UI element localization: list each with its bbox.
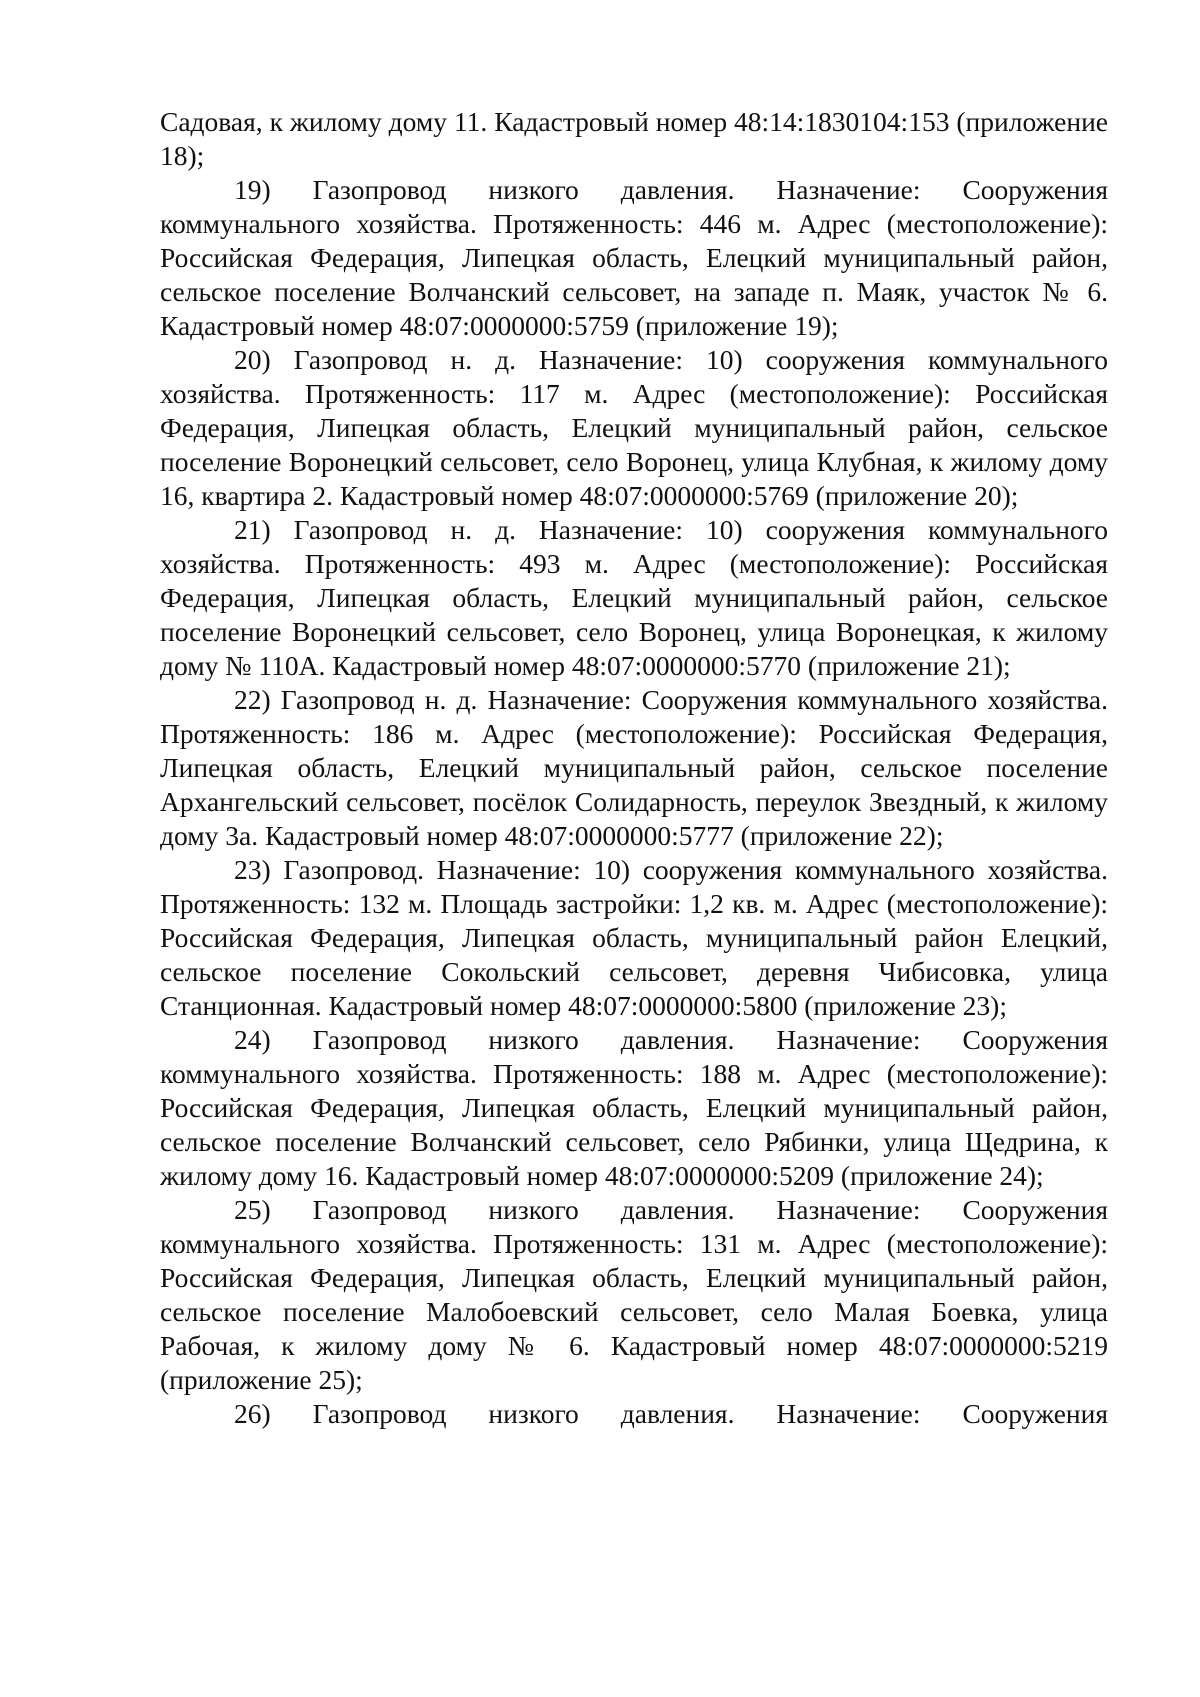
item-number: 26) — [234, 1398, 271, 1429]
paragraph-text: Газопровод низкого давления. Назначение: Сооружения коммунального хозяйства. Протяженность: 446 м. Адрес (местоположение): Российская Федерация, Липецкая область, Елецкий муниципальный район, сельское поселение Волчанский сельсовет, на западе п. Маяк, участок № 6. Кадастровый номер 48:07:0000000:5759 (приложение 19); — [160, 174, 1108, 341]
paragraph-item-21 — [160, 513, 1108, 683]
item-number: 25) — [234, 1194, 271, 1225]
paragraph-text: Газопровод н. д. Назначение: 10) сооружения коммунального хозяйства. Протяженность: 493 м. Адрес (местоположение): Российская Федерация, Липецкая область, Елецкий муниципальный район, сельское поселение Воронецкий сельсовет, село Воронец, улица Воронецкая, к жилому дому № 110А. Кадастровый номер 48:07:0000000:5770 (приложение 21); — [160, 514, 1109, 681]
paragraph-item-24 — [160, 1023, 1108, 1193]
paragraph-item-20 — [160, 343, 1108, 513]
paragraph-item-26 — [160, 1397, 1108, 1431]
item-number: 21) — [234, 514, 271, 545]
paragraph-item-22 — [160, 683, 1108, 853]
paragraph-text: Газопровод низкого давления. Назначение: Сооружения коммунального хозяйства. Протяженность: 131 м. Адрес (местоположение): Российская Федерация, Липецкая область, Елецкий муниципальный район, сельское поселение Малобоевский сельсовет, село Малая Боевка, улица Рабочая, к жилому дому № 6. Кадастровый номер 48:07:0000000:5219 (приложение 25); — [160, 1194, 1108, 1395]
item-number: 24) — [234, 1024, 271, 1055]
item-number: 22) — [234, 684, 271, 715]
paragraph-item-18-continuation — [160, 105, 1108, 173]
paragraph-text: Газопровод низкого давления. Назначение: Сооружения — [312, 1398, 1108, 1429]
paragraph-text: Газопровод н. д. Назначение: 10) сооружения коммунального хозяйства. Протяженность: 117 м. Адрес (местоположение): Российская Федерация, Липецкая область, Елецкий муниципальный район, сельское поселение Воронецкий сельсовет, село Воронец, улица Клубная, к жилому дому 16, квартира 2. Кадастровый номер 48:07:0000000:5769 (приложение 20); — [160, 344, 1109, 511]
paragraph-text: Газопровод н. д. Назначение: Сооружения коммунального хозяйства. Протяженность: 186 м. Адрес (местоположение): Российская Федерация, Липецкая область, Елецкий муниципальный район, сельское поселение Архангельский сельсовет, посёлок Солидарность, переулок Звездный, к жилому дому 3а. Кадастровый номер 48:07:0000000:5777 (приложение 22); — [160, 684, 1109, 851]
paragraph-item-19 — [160, 173, 1108, 343]
paragraph-item-25 — [160, 1193, 1108, 1397]
document-page — [160, 105, 1108, 1431]
item-number: 20) — [234, 344, 271, 375]
paragraph-text: Газопровод низкого давления. Назначение: Сооружения коммунального хозяйства. Протяженность: 188 м. Адрес (местоположение): Российская Федерация, Липецкая область, Елецкий муниципальный район, сельское поселение Волчанский сельсовет, село Рябинки, улица Щедрина, к жилому дому 16. Кадастровый номер 48:07:0000000:5209 (приложение 24); — [160, 1024, 1108, 1191]
paragraph-item-23 — [160, 853, 1108, 1023]
paragraph-text: Газопровод. Назначение: 10) сооружения коммунального хозяйства. Протяженность: 132 м. Площадь застройки: 1,2 кв. м. Адрес (местоположение): Российская Федерация, Липецкая область, муниципальный район Елецкий, сельское поселение Сокольский сельсовет, деревня Чибисовка, улица Станционная. Кадастровый номер 48:07:0000000:5800 (приложение 23); — [160, 854, 1109, 1021]
item-number: 23) — [234, 854, 271, 885]
paragraph-text: Садовая, к жилому дому 11. Кадастровый номер 48:14:1830104:153 (приложение 18); — [160, 106, 1108, 171]
item-number: 19) — [234, 174, 271, 205]
